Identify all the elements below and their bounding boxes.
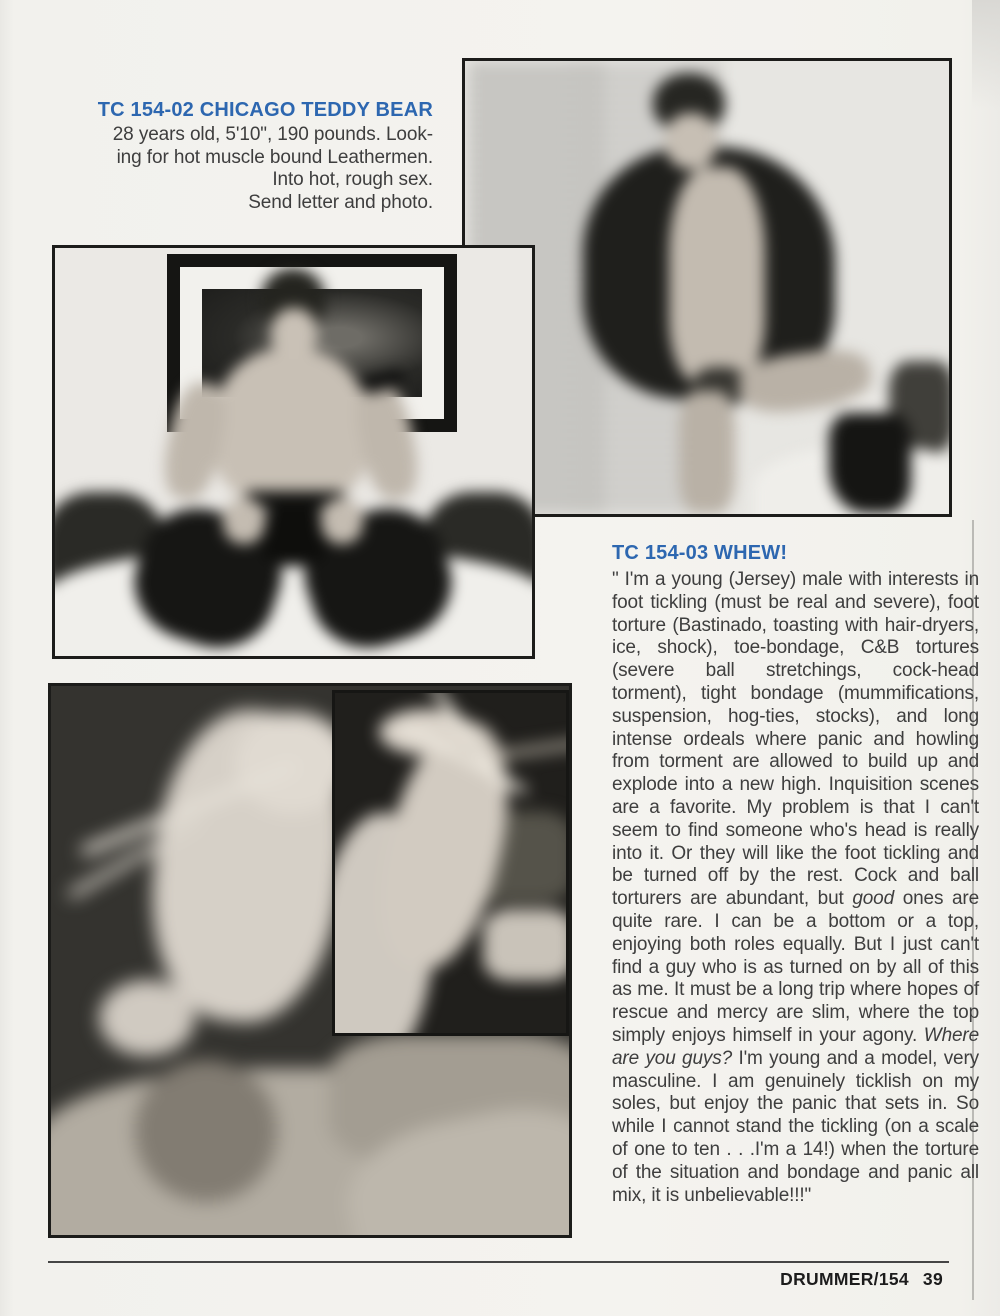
ad-line: Send letter and photo. bbox=[248, 191, 433, 213]
photo-abstract-content bbox=[465, 61, 949, 514]
rope-shape bbox=[483, 909, 569, 981]
ad-line: ing for hot muscle bound Leathermen. bbox=[116, 146, 433, 168]
ad-tc-154-02 bbox=[95, 99, 433, 214]
ad-text-segment: I'm young and a model, very masculine. I am genuinely ticklish on my soles, but enjoy the panic that sets in. So while I cannot stand the tickling (on a scale of one to ten . . .I'm a 14!) when the torture of the situation and bondage and panic all mix, it is unbelievable!!!" bbox=[612, 1047, 979, 1206]
magazine-title: DRUMMER/154 bbox=[780, 1269, 909, 1289]
rounded-shape bbox=[135, 1060, 277, 1202]
footer-rule bbox=[48, 1261, 949, 1263]
ad-body-text bbox=[612, 569, 979, 1207]
ad-tc-154-03 bbox=[612, 541, 979, 1207]
face-silhouette bbox=[665, 113, 717, 169]
boot-silhouette bbox=[829, 413, 911, 513]
page-edge-shading bbox=[972, 0, 1000, 110]
footer bbox=[780, 1269, 943, 1290]
rope-knot-shape bbox=[99, 980, 195, 1056]
face-silhouette bbox=[271, 308, 317, 360]
leather-silhouette bbox=[259, 504, 329, 566]
ad-line: 28 years old, 5'10", 190 pounds. Look- bbox=[112, 124, 433, 145]
bed-shape bbox=[52, 550, 535, 659]
ad-text-segment-italic: Where are you guys? bbox=[612, 1024, 979, 1069]
hand-silhouette bbox=[223, 498, 265, 544]
torso-silhouette bbox=[669, 167, 765, 383]
photo-abstract-content bbox=[335, 693, 566, 1033]
arm-silhouette bbox=[349, 378, 424, 504]
leg-silhouette bbox=[679, 391, 735, 513]
ad-text-segment-italic: good bbox=[852, 888, 894, 910]
ad-text-segment: " I'm a young (Jersey) male with interests in foot tickling (must be real and severe), foot torture (Bastinado, toasting with hair-dryers, ice, shock), toe-bondage, C&B tortures (severe ball stretchings, cock-head torment), tight bondage (mummifications, suspension, hog-ties, stocks), and long intense ordeals where panic and howling from torment are allowed to build up and explode into a new high. Inquisition scenes are a favorite. My problem is that I can't seem to find someone who's head is really into it. Or they will like the foot tickling and be turned off by the rest. Cock and ball torturers are abundant, but bbox=[612, 569, 979, 910]
photo-inset-bound-foot bbox=[332, 690, 569, 1036]
ad-line: Into hot, rough sex. bbox=[272, 169, 433, 190]
photo-kneeling-man bbox=[52, 245, 535, 659]
ad-heading: TC 154-02 CHICAGO TEDDY BEAR bbox=[97, 99, 433, 121]
photo-standing-man bbox=[462, 58, 952, 517]
ad-text-segment: ones are quite rare. I can be a bottom or a top, enjoying both roles equally. But I just can't find a guy who is as turned on by all of this as me. It must be a long trip where hopes of rescue and mercy are slim, where the top simply enjoys himself in your agony. bbox=[612, 888, 979, 1046]
photo-bondage-closeup bbox=[48, 683, 572, 1238]
page-number: 39 bbox=[922, 1269, 943, 1289]
photo-abstract-content bbox=[55, 248, 532, 656]
arm-silhouette bbox=[157, 378, 232, 504]
hand-silhouette bbox=[321, 498, 363, 544]
ad-heading: TC 154-03 WHEW! bbox=[612, 542, 788, 564]
torso-silhouette bbox=[215, 348, 367, 500]
